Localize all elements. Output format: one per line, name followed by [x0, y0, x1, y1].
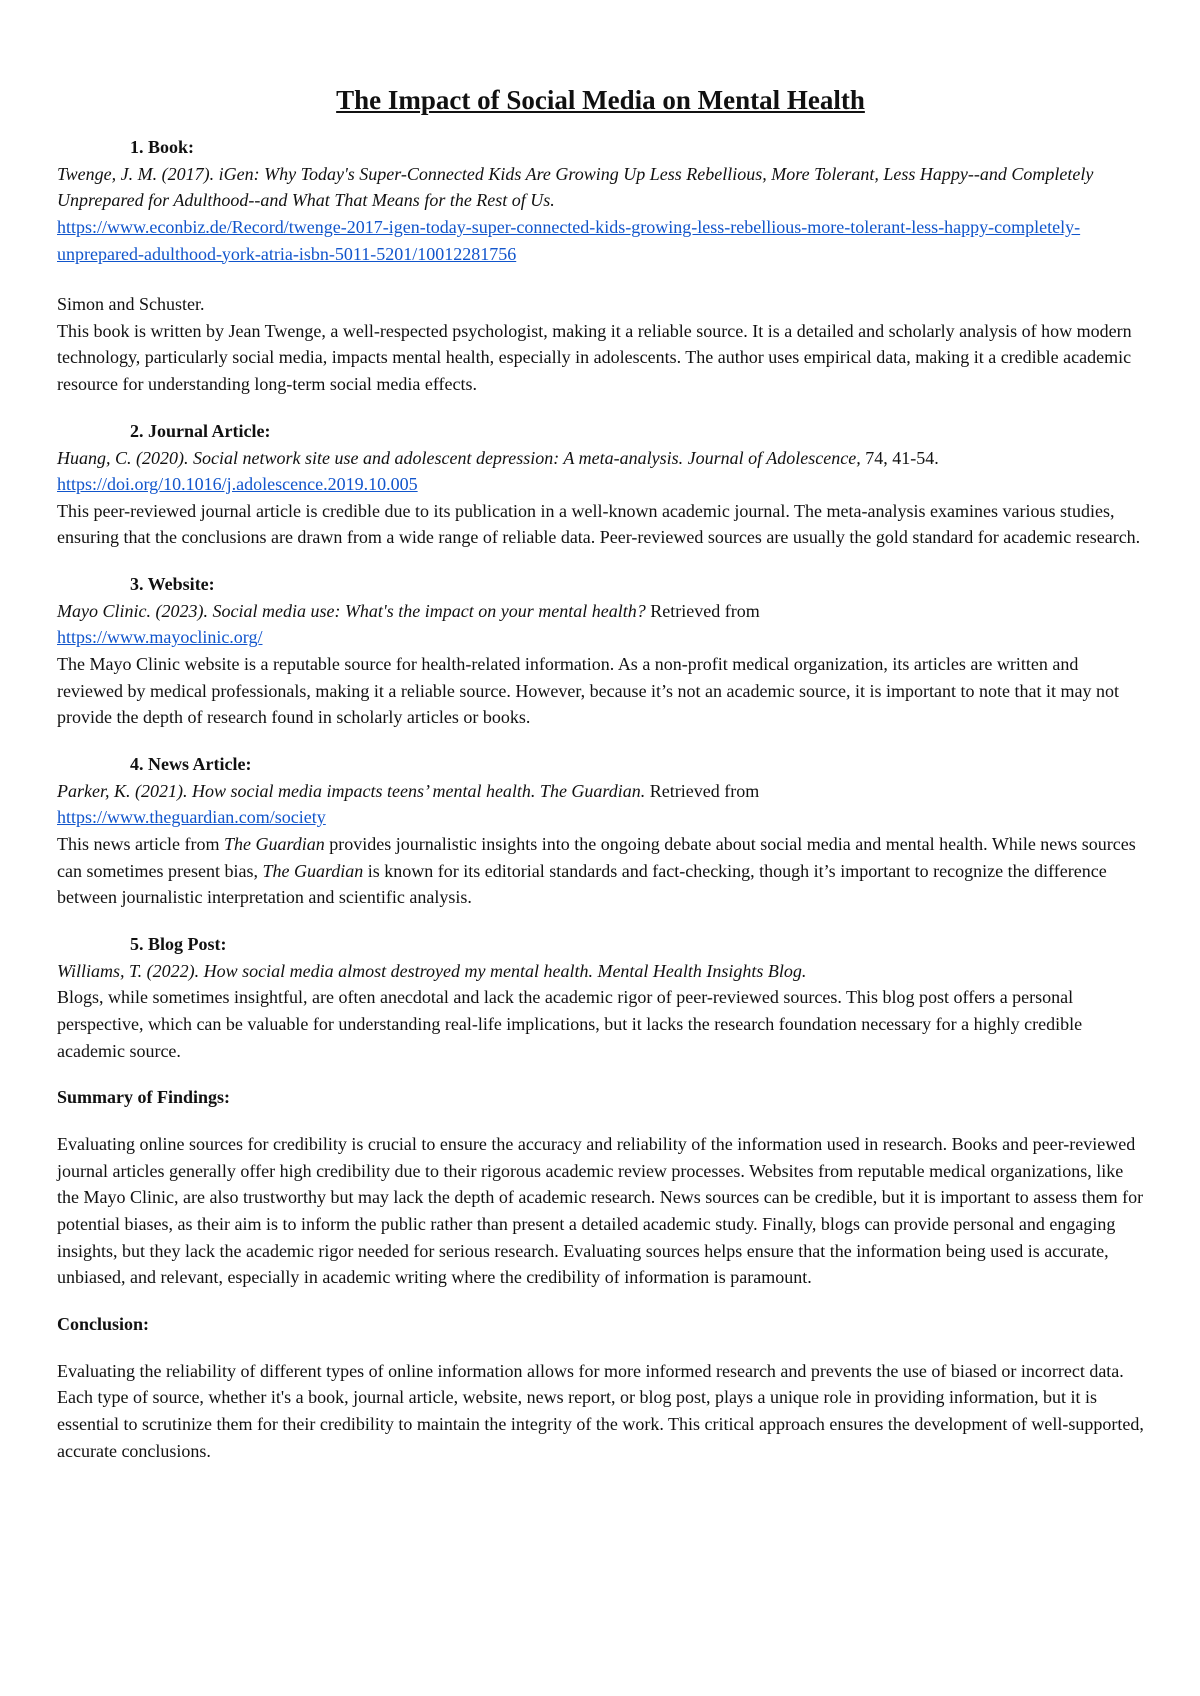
- desc-text: is known for its editorial standards and fact-checking, though it’s important to recognize the difference between journalistic interpretation and scientific analysis.: [57, 860, 1107, 908]
- entry-citation: Twenge, J. M. (2017). iGen: Why Today's Super-Connected Kids Are Growing Up Less Rebellious, More Tolerant, Less Happy--and Completely Unprepared for Adulthood--and What That Means for the Rest of Us.: [57, 163, 1094, 211]
- entry-link[interactable]: https://www.econbiz.de/Record/twenge-2017-igen-today-super-connected-kids-growing-less-rebellious-more-tolerant-less-happy-completely-unprepared-adulthood-york-atria-isbn-5011-5201/10012281756: [57, 216, 1081, 264]
- entry-description: This book is written by Jean Twenge, a well-respected psychologist, making it a reliable source. It is a detailed and scholarly analysis of how modern technology, particularly social media, impacts mental health, especially in adolescents. The author uses empirical data, making it a credible academic resource for understanding long-term social media effects.: [57, 320, 1132, 394]
- desc-text: This news article from: [57, 834, 224, 855]
- citation-plain: 74, 41-54.: [860, 447, 939, 468]
- entry-heading: 2. Journal Article:: [130, 420, 271, 441]
- conclusion-text: Evaluating the reliability of different types of online information allows for more informed research and prevents the use of biased or incorrect data. Each type of source, whether it's a book, journal article, website, news report, or blog post, plays a unique role in providing information, but it is essential to scrutinize them for their credibility to maintain the integrity of the work. This critical approach ensures the development of well-supported, accurate conclusions.: [57, 1360, 1144, 1461]
- entry-description: This peer-reviewed journal article is credible due to its publication in a well-known academic journal. The meta-analysis examines various studies, ensuring that the conclusions are drawn from a wide range of reliable data. Peer-reviewed sources are usually the gold standard for academic research.: [57, 500, 1141, 548]
- entry-citation: [57, 778, 1144, 805]
- entry-heading: 4. News Article:: [130, 753, 252, 774]
- summary-text: Evaluating online sources for credibility is crucial to ensure the accuracy and reliability of the information used in research. Books and peer-reviewed journal articles generally offer high credibility due to their rigorous academic review processes. Websites from reputable medical organizations, like the Mayo Clinic, are also trustworthy but may lack the depth of academic research. News sources can be credible, but it is important to assess them for potential biases, as their aim is to inform the public rather than present a detailed academic study. Finally, blogs can provide personal and engaging insights, but they lack the academic rigor needed for serious research. Evaluating sources helps ensure that the information being used is accurate, unbiased, and relevant, especially in academic writing where the credibility of information is paramount.: [57, 1134, 1144, 1288]
- citation-italic: Parker, K. (2021). How social media impacts teens’ mental health. The Guardian.: [57, 780, 646, 801]
- conclusion-heading: Conclusion:: [57, 1313, 150, 1334]
- entry-publisher: Simon and Schuster.: [57, 294, 205, 315]
- entry-citation: [57, 445, 1144, 498]
- source-entry-website: [57, 571, 1144, 731]
- citation-italic: Huang, C. (2020). Social network site use and adolescent depression: A meta-analysis. Journal of Adolescence,: [57, 447, 861, 468]
- entry-description: Blogs, while sometimes insightful, are often anecdotal and lack the academic rigor of peer-reviewed sources. This blog post offers a personal perspective, which can be valuable for understanding real-life implications, but it lacks the research foundation necessary for a highly credible academic source.: [57, 987, 1083, 1061]
- entry-heading: 1. Book:: [130, 136, 195, 157]
- desc-text: provides journalistic insights into the ongoing debate about social media and mental health. While news sources can sometimes present bias,: [57, 834, 1136, 881]
- source-entry-blog: [57, 931, 1144, 1064]
- entry-citation: [57, 598, 1144, 625]
- entry-heading: 3. Website:: [130, 573, 215, 594]
- entry-link[interactable]: https://www.theguardian.com/society: [57, 807, 326, 828]
- citation-plain: Retrieved from: [645, 600, 760, 621]
- citation-plain: Retrieved from: [645, 780, 760, 801]
- citation-italic: Mayo Clinic. (2023). Social media use: What's the impact on your mental health?: [57, 600, 646, 621]
- entry-link[interactable]: https://www.mayoclinic.org/: [57, 627, 263, 648]
- page-title: The Impact of Social Media on Mental Health: [336, 85, 865, 115]
- entry-heading: 5. Blog Post:: [130, 933, 227, 954]
- source-entry-journal: [57, 418, 1144, 551]
- desc-italic: The Guardian: [223, 834, 325, 855]
- summary-heading: Summary of Findings:: [57, 1087, 231, 1108]
- desc-italic: The Guardian: [262, 860, 364, 881]
- source-entry-news: [57, 751, 1144, 911]
- entry-description: The Mayo Clinic website is a reputable source for health-related information. As a non-profit medical organization, its articles are written and reviewed by medical professionals, making it a reliable source. However, because it’s not an academic source, it is important to note that it may not provide the depth of research found in scholarly articles or books.: [57, 654, 1119, 728]
- entry-link[interactable]: https://doi.org/10.1016/j.adolescence.2019.10.005: [57, 474, 418, 495]
- source-entry-book: [57, 134, 1144, 398]
- entry-description: [57, 831, 1144, 911]
- entry-citation: Williams, T. (2022). How social media almost destroyed my mental health. Mental Health Insights Blog.: [57, 960, 807, 981]
